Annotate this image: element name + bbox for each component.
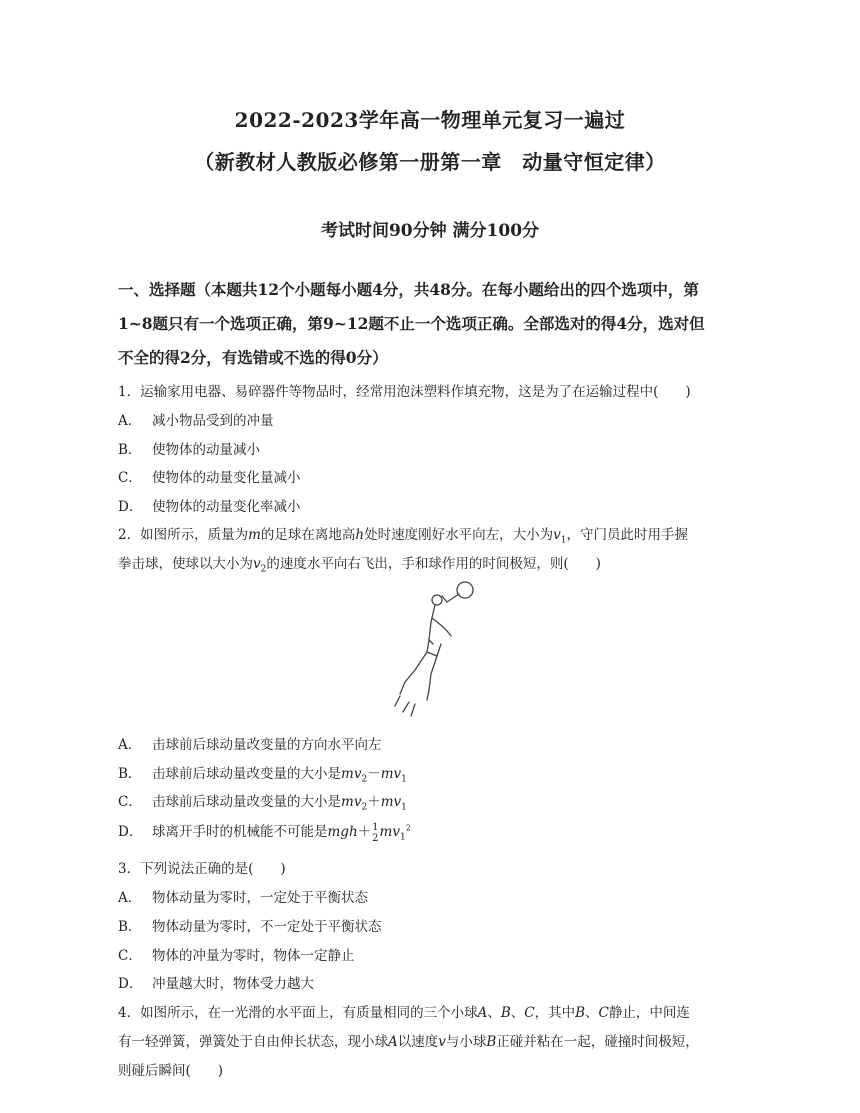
q1-option-b: B． 使物体的动量减小	[118, 442, 260, 458]
q3-option-c: C． 物体的冲量为零时，物体一定静止	[118, 948, 355, 964]
q3-option-b: B． 物体动量为零时，不一定处于平衡状态	[118, 919, 382, 935]
question-4-stem-line-3: 则碰后瞬间( )	[118, 1063, 224, 1079]
q3-option-a: A． 物体动量为零时，一定处于平衡状态	[118, 890, 368, 906]
q1-option-a: A． 减小物品受到的冲量	[118, 413, 274, 429]
question-4-stem-line-1: 4．如图所示，在一光滑的水平面上，有质量相同的三个小球A、B、C，其中B、C静止，中间连	[118, 1005, 690, 1021]
q2-option-b: B． 击球前后球动量改变量的大小是$mv_2-mv_1$	[118, 766, 407, 785]
q2-option-a: A． 击球前后球动量改变量的方向水平向左	[118, 737, 382, 753]
fraction-one-half: 1 2	[372, 821, 379, 844]
section-heading	[118, 273, 743, 375]
section-line-1: 一、选择题（本题共12个小题每小题4分，共48分。在每小题给出的四个选项中，第	[118, 280, 699, 299]
question-3-stem: 3．下列说法正确的是( )	[118, 861, 286, 877]
question-2-stem-line-1: 2．如图所示，质量为m的足球在离地高h处时速度刚好水平向左，大小为$v_1$，守门员此时用手握	[118, 527, 688, 546]
question-4-stem-line-2: 有一轻弹簧，弹簧处于自由伸长状态，现小球A以速度v与小球B正碰并粘在一起，碰撞时间极短，	[118, 1034, 699, 1050]
page-subtitle: （新教材人教版必修第一册第一章 动量守恒定律）	[194, 150, 666, 174]
section-line-3: 不全的得2分，有选错或不选的得0分）	[118, 348, 388, 367]
q1-option-c: C． 使物体的动量变化量减小	[118, 470, 301, 486]
q2-option-c: C． 击球前后球动量改变量的大小是$mv_2+mv_1$	[118, 794, 407, 813]
page-title: 2022-2023学年高一物理单元复习一遍过	[234, 108, 626, 132]
section-line-2: 1~8题只有一个选项正确，第9~12题不止一个选项正确。全部选对的得4分，选对但	[118, 314, 705, 333]
q3-option-d: D． 冲量越大时，物体受力越大	[118, 976, 314, 992]
q1-option-d: D． 使物体的动量变化率减小	[118, 499, 301, 515]
question-2-stem-line-2: 拳击球，使球以大小为$v_2$的速度水平向右飞出，手和球作用的时间极短，则( )	[118, 556, 601, 575]
exam-info: 考试时间90分钟 满分100分	[320, 221, 540, 241]
goalkeeper-figure	[385, 578, 480, 718]
q2-option-d: D． 球离开手时的机械能不可能是mgh＋ 1 2 $mv_1^2$	[118, 821, 411, 844]
question-1-stem: 1．运输家用电器、易碎器件等物品时，经常用泡沫塑料作填充物，这是为了在运输过程中( )	[118, 384, 691, 400]
